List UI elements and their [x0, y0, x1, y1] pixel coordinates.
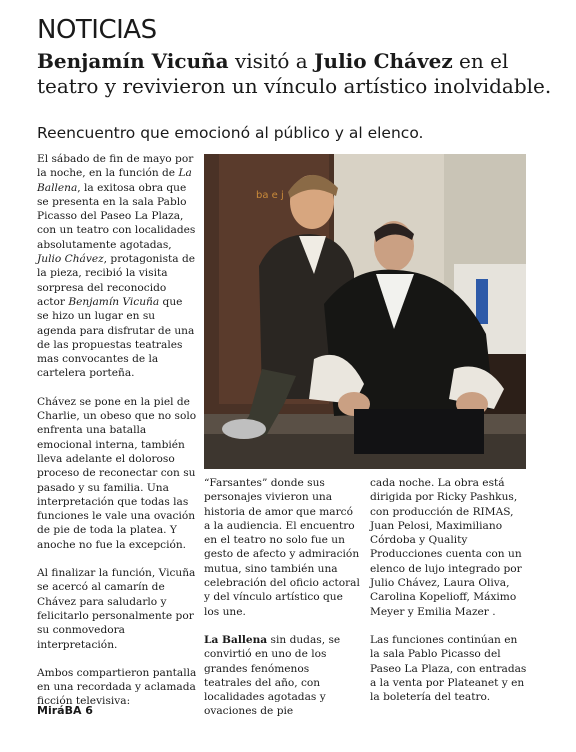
paragraph: Chávez se pone en la piel de Charlie, un obeso que no solo enfrenta una batalla emocional interna, también lleva adelante el doloroso proceso de reconectar con su pasado y su familia. Una interpretación que todas las funciones le vale una ovación de pie de toda la platea. Y anoche no fue la excepción.: [37, 395, 197, 551]
bold-title: La Ballena: [204, 633, 268, 646]
deck: Reencuentro que emocionó al público y al elenco.: [37, 124, 424, 142]
paragraph: [204, 633, 360, 719]
headline-text-2: en el teatro y revivieron un vínculo artístico inolvidable.: [37, 49, 552, 98]
text-run: El sábado de fin de mayo por la noche, en la función de: [37, 153, 194, 180]
section-label: NOTICIAS: [37, 15, 157, 45]
italic-name: Benjamín Vicuña: [68, 295, 160, 308]
italic-name: Julio Chávez: [37, 253, 104, 266]
text-run: , protagonista de la pieza, recibió la visita sorpresa del reconocido actor: [37, 253, 196, 308]
text-run: , la exitosa obra que se presenta en la sala Pablo Picasso del Paseo La Plaza, con un teatro con localidades absolutamente agotadas,: [37, 181, 196, 251]
paragraph: Ambos compartieron pantalla en una recordada y aclamada ficción televisiva:: [37, 666, 197, 708]
headline-name-2: Julio Chávez: [314, 49, 453, 73]
article-column-2: [204, 476, 360, 733]
headline: [37, 49, 557, 99]
door-sign: ba e j: [256, 190, 284, 201]
paragraph: cada noche. La obra está dirigida por Ricky Pashkus, con producción de RIMAS, Juan Pelosi, Maximiliano Córdoba y Quality Producciones cuenta con un elenco de lujo integrado por Julio Chávez, Laura Oliva, Carolina Kopelioff, Máximo Meyer y Emilia Mazer .: [370, 477, 522, 618]
headline-text-1: visitó a: [228, 49, 315, 73]
text-run: que se hizo un lugar en su agenda para disfrutar de una de las propuestas teatrales mas convocantes de la cartelera porteña.: [37, 295, 195, 380]
italic-title: La Ballena: [37, 167, 192, 194]
paragraph: Al finalizar la función, Vicuña se acercó al camarín de Chávez para saludarlo y felicitarlo personalmente por su conmovedora interpretación.: [37, 567, 196, 651]
page-footer: MiráBA 6: [37, 704, 93, 717]
paragraph: “Farsantes” donde sus personajes vivieron una historia de amor que marcó a la audiencia. El encuentro en el teatro no solo fue un gesto de afecto y admiración mutua, sino también una celebración del oficio actoral y del vínculo artístico que los une.: [204, 477, 360, 618]
headline-name-1: Benjamín Vicuña: [37, 49, 229, 73]
article-photo: [204, 154, 526, 469]
text-run: sin dudas, se convirtió en uno de los grandes fenómenos teatrales del año, con localidades agotadas y ovaciones de pie: [204, 633, 341, 718]
article-column-1: [37, 152, 197, 723]
photo-illustration: [204, 154, 526, 469]
article-column-3: [370, 476, 528, 718]
paragraph: [37, 152, 197, 381]
paragraph: Las funciones continúan en la sala Pablo Picasso del Paseo La Plaza, con entradas a la venta por Plateanet y en la boletería del teatro.: [370, 633, 527, 704]
